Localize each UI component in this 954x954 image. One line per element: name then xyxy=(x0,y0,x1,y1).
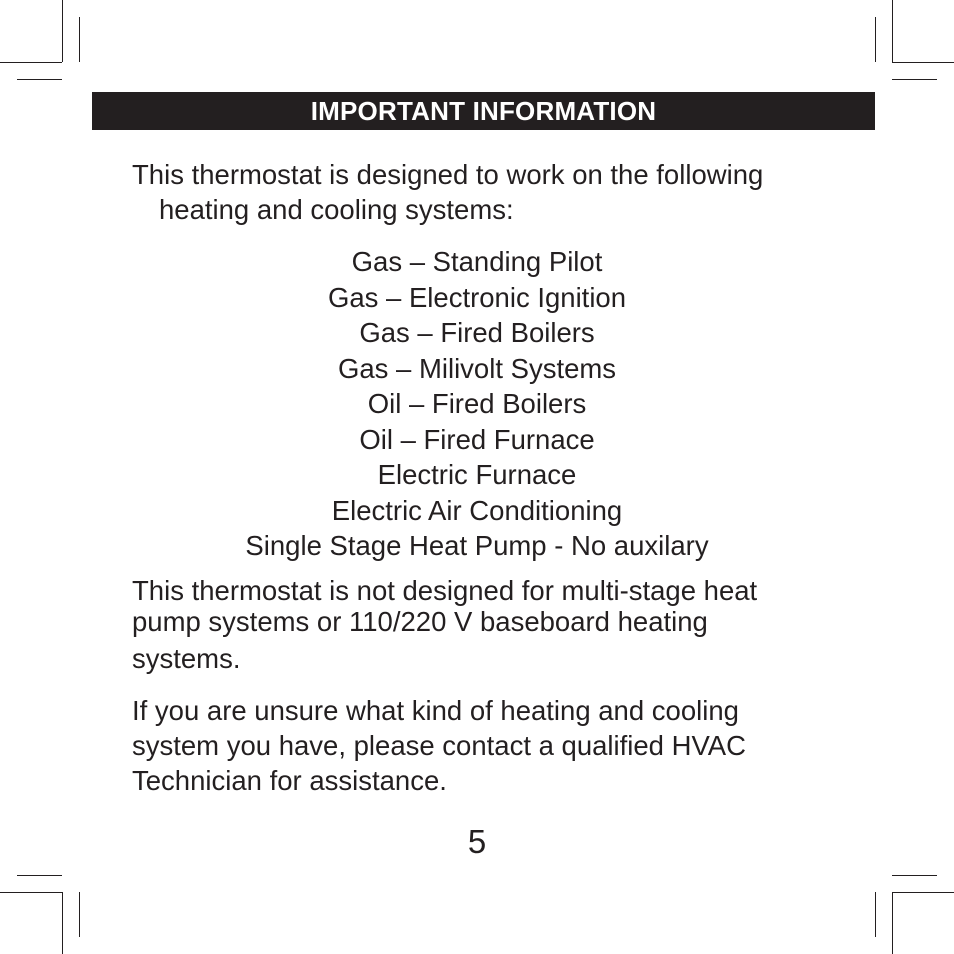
paragraph-line: systems. xyxy=(132,643,241,674)
crop-mark xyxy=(892,62,954,63)
crop-mark xyxy=(892,875,937,876)
crop-mark xyxy=(17,875,62,876)
compatible-systems-list xyxy=(92,244,862,564)
crop-mark xyxy=(892,892,893,954)
crop-mark xyxy=(79,17,80,62)
list-item: Electric Furnace xyxy=(377,459,577,490)
list-item: Gas – Standing Pilot xyxy=(351,246,603,277)
paragraph-line: pump systems or 110/220 V baseboard heating xyxy=(132,606,708,637)
section-header xyxy=(92,92,875,130)
not-designed-paragraph xyxy=(132,576,832,681)
crop-mark xyxy=(892,79,937,80)
crop-mark xyxy=(79,892,80,937)
list-item: Gas – Fired Boilers xyxy=(359,317,595,348)
paragraph-line: This thermostat is not designed for multi-stage heat xyxy=(132,575,758,606)
list-item: Single Stage Heat Pump - No auxilary xyxy=(245,530,709,561)
unsure-paragraph: If you are unsure what kind of heating and cooling system you have, please contact a qualified HVAC Technician for assistance. xyxy=(132,695,746,796)
crop-mark xyxy=(17,79,62,80)
crop-mark xyxy=(62,892,63,954)
list-item: Electric Air Conditioning xyxy=(331,494,623,526)
crop-mark xyxy=(892,892,954,893)
page-number: 5 xyxy=(467,823,487,860)
intro-paragraph: This thermostat is designed to work on the following heating and cooling systems: xyxy=(132,159,764,225)
list-item: Oil – Fired Furnace xyxy=(359,423,595,455)
crop-mark xyxy=(62,0,63,62)
list-item: Gas – Milivolt Systems xyxy=(337,352,617,384)
section-title: IMPORTANT INFORMATION xyxy=(310,96,657,126)
list-item: Gas – Electronic Ignition xyxy=(327,281,627,313)
list-item: Oil – Fired Boilers xyxy=(367,388,587,419)
crop-mark xyxy=(0,892,62,893)
crop-mark xyxy=(875,17,876,62)
crop-mark xyxy=(892,0,893,62)
crop-mark xyxy=(0,62,62,63)
crop-mark xyxy=(875,892,876,937)
